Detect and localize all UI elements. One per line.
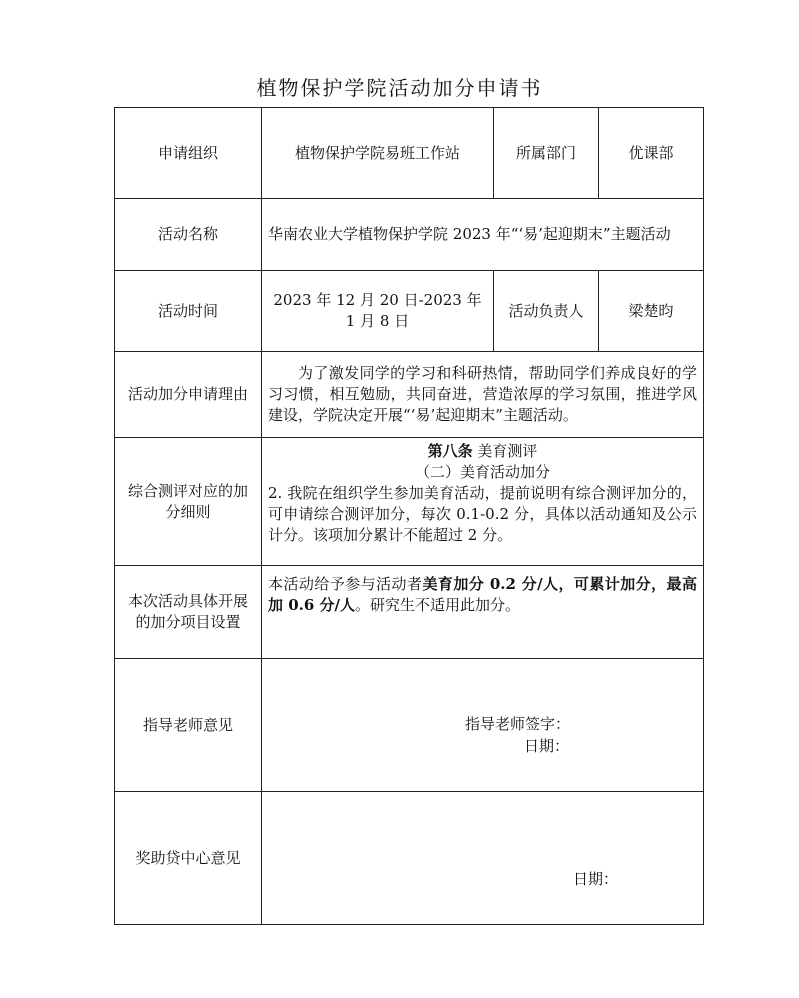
items-bold: 美育加分 0.2 分/人，可累计加分，最高加 0.6 分/人	[268, 575, 697, 614]
row-activity-time	[115, 271, 704, 352]
row-teacher-opinion	[115, 659, 704, 792]
dept-value: 优课部	[599, 108, 704, 199]
rule-article-title: 美育测评	[472, 442, 538, 460]
rule-detail: 2. 我院在组织学生参加美育活动，提前说明有综合测评加分的，可申请综合测评加分，每次 0.1-0.2 分，具体以活动通知及公示计分。该项加分累计不能超过 2 分。	[268, 484, 697, 544]
teacher-date-label: 日期：	[524, 737, 570, 755]
teacher-opinion-label: 指导老师意见	[115, 659, 262, 792]
rule-content	[262, 438, 704, 566]
teacher-sign-label: 指导老师签字：	[465, 715, 571, 733]
leader-label: 活动负责人	[494, 271, 599, 352]
items-suffix: 。研究生不适用此加分。	[355, 596, 521, 614]
center-opinion-cell	[262, 792, 704, 925]
activity-name-value: 华南农业大学植物保护学院 2023 年“‘易’起迎期末”主题活动	[262, 199, 704, 271]
dept-label: 所属部门	[494, 108, 599, 199]
row-organization	[115, 108, 704, 199]
rule-label: 综合测评对应的加分细则	[115, 438, 262, 566]
document-title: 植物保护学院活动加分申请书	[256, 76, 543, 100]
row-rule	[115, 438, 704, 566]
reason-label: 活动加分申请理由	[115, 352, 262, 438]
rule-article	[268, 441, 697, 462]
items-prefix: 本活动给予参与活动者	[268, 575, 423, 593]
items-label: 本次活动具体开展的加分项目设置	[115, 566, 262, 659]
activity-time-value: 2023 年 12 月 20 日-2023 年 1 月 8 日	[262, 271, 494, 352]
rule-article-number: 第八条	[427, 442, 473, 460]
teacher-opinion-cell	[262, 659, 704, 792]
row-reason	[115, 352, 704, 438]
rule-section: （二）美育活动加分	[414, 463, 550, 481]
application-form-table	[114, 107, 704, 925]
org-value: 植物保护学院易班工作站	[262, 108, 494, 199]
row-center-opinion	[115, 792, 704, 925]
reason-value: 为了激发同学的学习和科研热情，帮助同学们养成良好的学习习惯，相互勉励，共同奋进，营造浓厚的学习氛围，推进学风建设，学院决定开展“‘易’起迎期末”主题活动。	[262, 352, 704, 438]
activity-time-label: 活动时间	[115, 271, 262, 352]
leader-value: 梁楚昀	[599, 271, 704, 352]
row-items	[115, 566, 704, 659]
row-activity-name	[115, 199, 704, 271]
center-date-label: 日期：	[573, 870, 619, 888]
items-content	[262, 566, 704, 659]
org-label: 申请组织	[115, 108, 262, 199]
center-opinion-label: 奖助贷中心意见	[115, 792, 262, 925]
activity-name-label: 活动名称	[115, 199, 262, 271]
